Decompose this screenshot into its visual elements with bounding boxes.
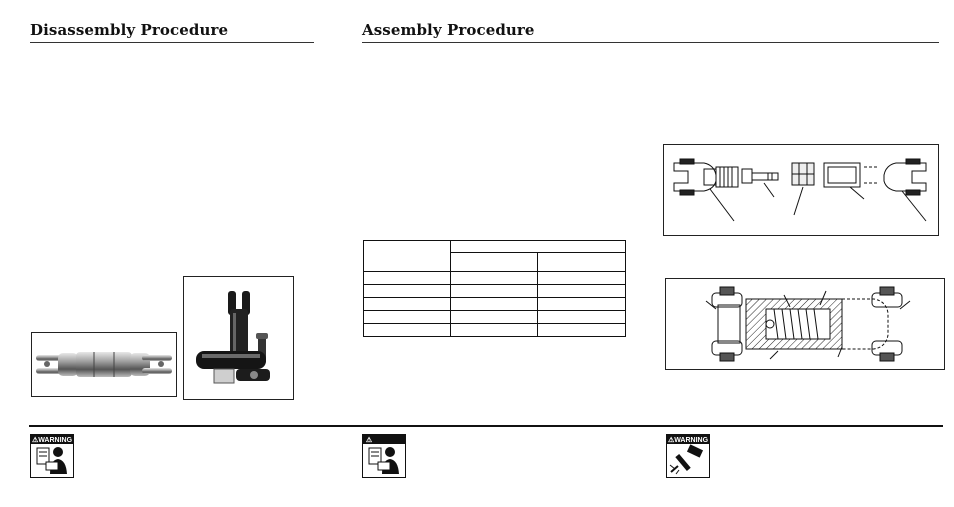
- exploded-parts-drawing: [664, 145, 938, 235]
- disassembly-rule: [30, 42, 314, 43]
- warnings-divider: [29, 425, 943, 427]
- table-row: [364, 241, 626, 253]
- warning-hammer: [666, 434, 710, 478]
- exploded-parts-diagram: [663, 144, 939, 236]
- warning-read-manual-1: [30, 434, 74, 478]
- table-row: [364, 285, 626, 298]
- swivel-photo: [31, 332, 177, 397]
- assembly-heading: Assembly Procedure: [362, 21, 535, 39]
- warning-read-manual-2: [362, 434, 406, 478]
- cross-section-drawing: [666, 279, 944, 369]
- hammer-icon: [666, 434, 710, 478]
- table-row: [364, 324, 626, 337]
- read-manual-icon: [30, 434, 74, 478]
- table-row: [364, 272, 626, 285]
- warning-label-1: ⚠WARNING: [31, 437, 73, 444]
- warning-label-2: ⚠: [365, 437, 373, 444]
- cross-section-diagram: [665, 278, 945, 370]
- disassembled-photo-image: [184, 277, 293, 399]
- disassembly-heading: Disassembly Procedure: [30, 21, 229, 39]
- assembly-rule: [362, 42, 939, 43]
- swivel-photo-image: [32, 333, 176, 396]
- table-row: [364, 311, 626, 324]
- table-row: [364, 298, 626, 311]
- warning-label-3: ⚠WARNING: [667, 437, 709, 444]
- read-manual-icon: [362, 434, 406, 478]
- disassembled-photo: [183, 276, 294, 400]
- torque-table: [363, 240, 626, 337]
